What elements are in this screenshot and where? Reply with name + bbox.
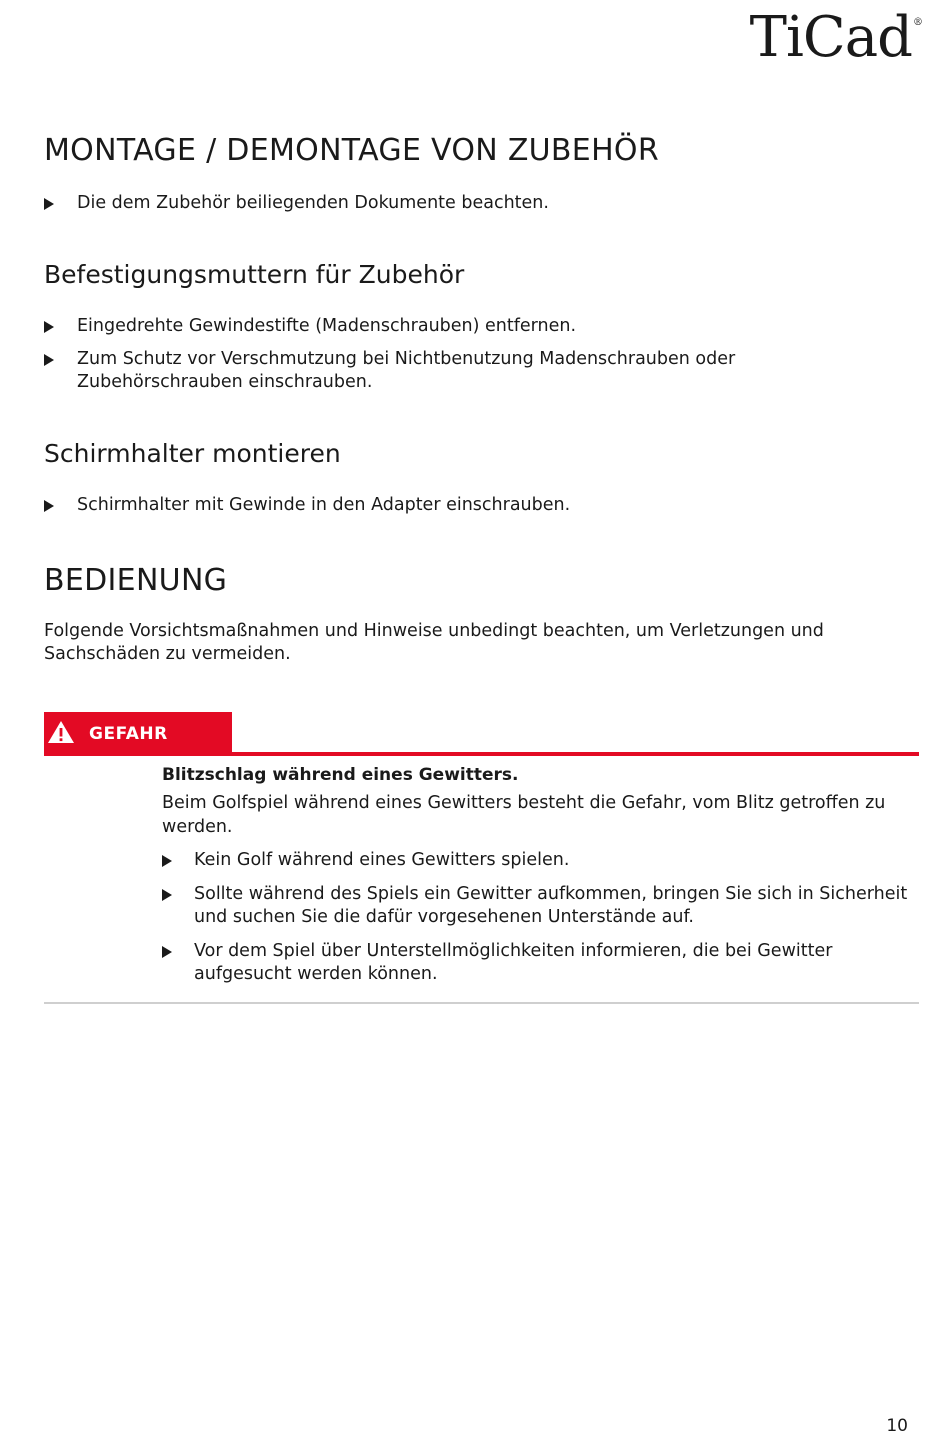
bullet-triangle-icon xyxy=(44,321,54,333)
danger-body xyxy=(162,765,912,997)
danger-bottom-rule xyxy=(44,1002,919,1004)
bullet-triangle-icon xyxy=(162,946,172,958)
ticad-logo xyxy=(749,5,922,70)
danger-title: Blitzschlag während eines Gewitters. xyxy=(162,765,519,785)
registered-mark: ® xyxy=(913,17,922,28)
list-item: Die dem Zubehör beiliegenden Dokumente beachten. xyxy=(44,192,884,215)
section-heading-montage: MONTAGE / DEMONTAGE VON ZUBEHÖR xyxy=(44,133,659,168)
section-heading-bedienung: BEDIENUNG xyxy=(44,563,228,598)
befestigung-bullet-list xyxy=(44,315,884,404)
list-item: Kein Golf während eines Gewitters spielen. xyxy=(162,849,912,872)
subheading-schirmhalter: Schirmhalter montieren xyxy=(44,439,341,468)
danger-label: GEFAHR xyxy=(89,723,168,744)
list-item: Eingedrehte Gewindestifte (Madenschrauben) entfernen. xyxy=(44,315,884,338)
danger-bullet-list xyxy=(162,849,912,986)
list-item: Zum Schutz vor Verschmutzung bei Nichtbenutzung Madenschrauben oder Zubehörschrauben einschrauben. xyxy=(44,348,884,394)
danger-description: Beim Golfspiel während eines Gewitters besteht die Gefahr, vom Blitz getroffen zu werden. xyxy=(162,793,886,837)
subheading-befestigungsmuttern: Befestigungsmuttern für Zubehör xyxy=(44,260,465,289)
logo-text: TiCad xyxy=(749,5,912,70)
bullet-triangle-icon xyxy=(162,855,172,867)
bullet-triangle-icon xyxy=(44,354,54,366)
page-number: 10 xyxy=(886,1416,908,1436)
bullet-triangle-icon xyxy=(162,889,172,901)
bullet-triangle-icon xyxy=(44,500,54,512)
warning-triangle-icon xyxy=(47,720,75,748)
bedienung-intro: Folgende Vorsichtsmaßnahmen und Hinweise unbedingt beachten, um Verletzungen und Sachschäden zu vermeiden. xyxy=(44,621,824,664)
list-item: Sollte während des Spiels ein Gewitter aufkommen, bringen Sie sich in Sicherheit und suchen Sie die dafür vorgesehenen Unterstände auf. xyxy=(162,883,912,929)
montage-bullet-list xyxy=(44,192,884,225)
list-item: Schirmhalter mit Gewinde in den Adapter einschrauben. xyxy=(44,494,884,517)
bullet-triangle-icon xyxy=(44,198,54,210)
list-item: Vor dem Spiel über Unterstellmöglichkeiten informieren, die bei Gewitter aufgesucht werden können. xyxy=(162,940,912,986)
schirmhalter-bullet-list xyxy=(44,494,884,527)
danger-header xyxy=(44,712,232,755)
